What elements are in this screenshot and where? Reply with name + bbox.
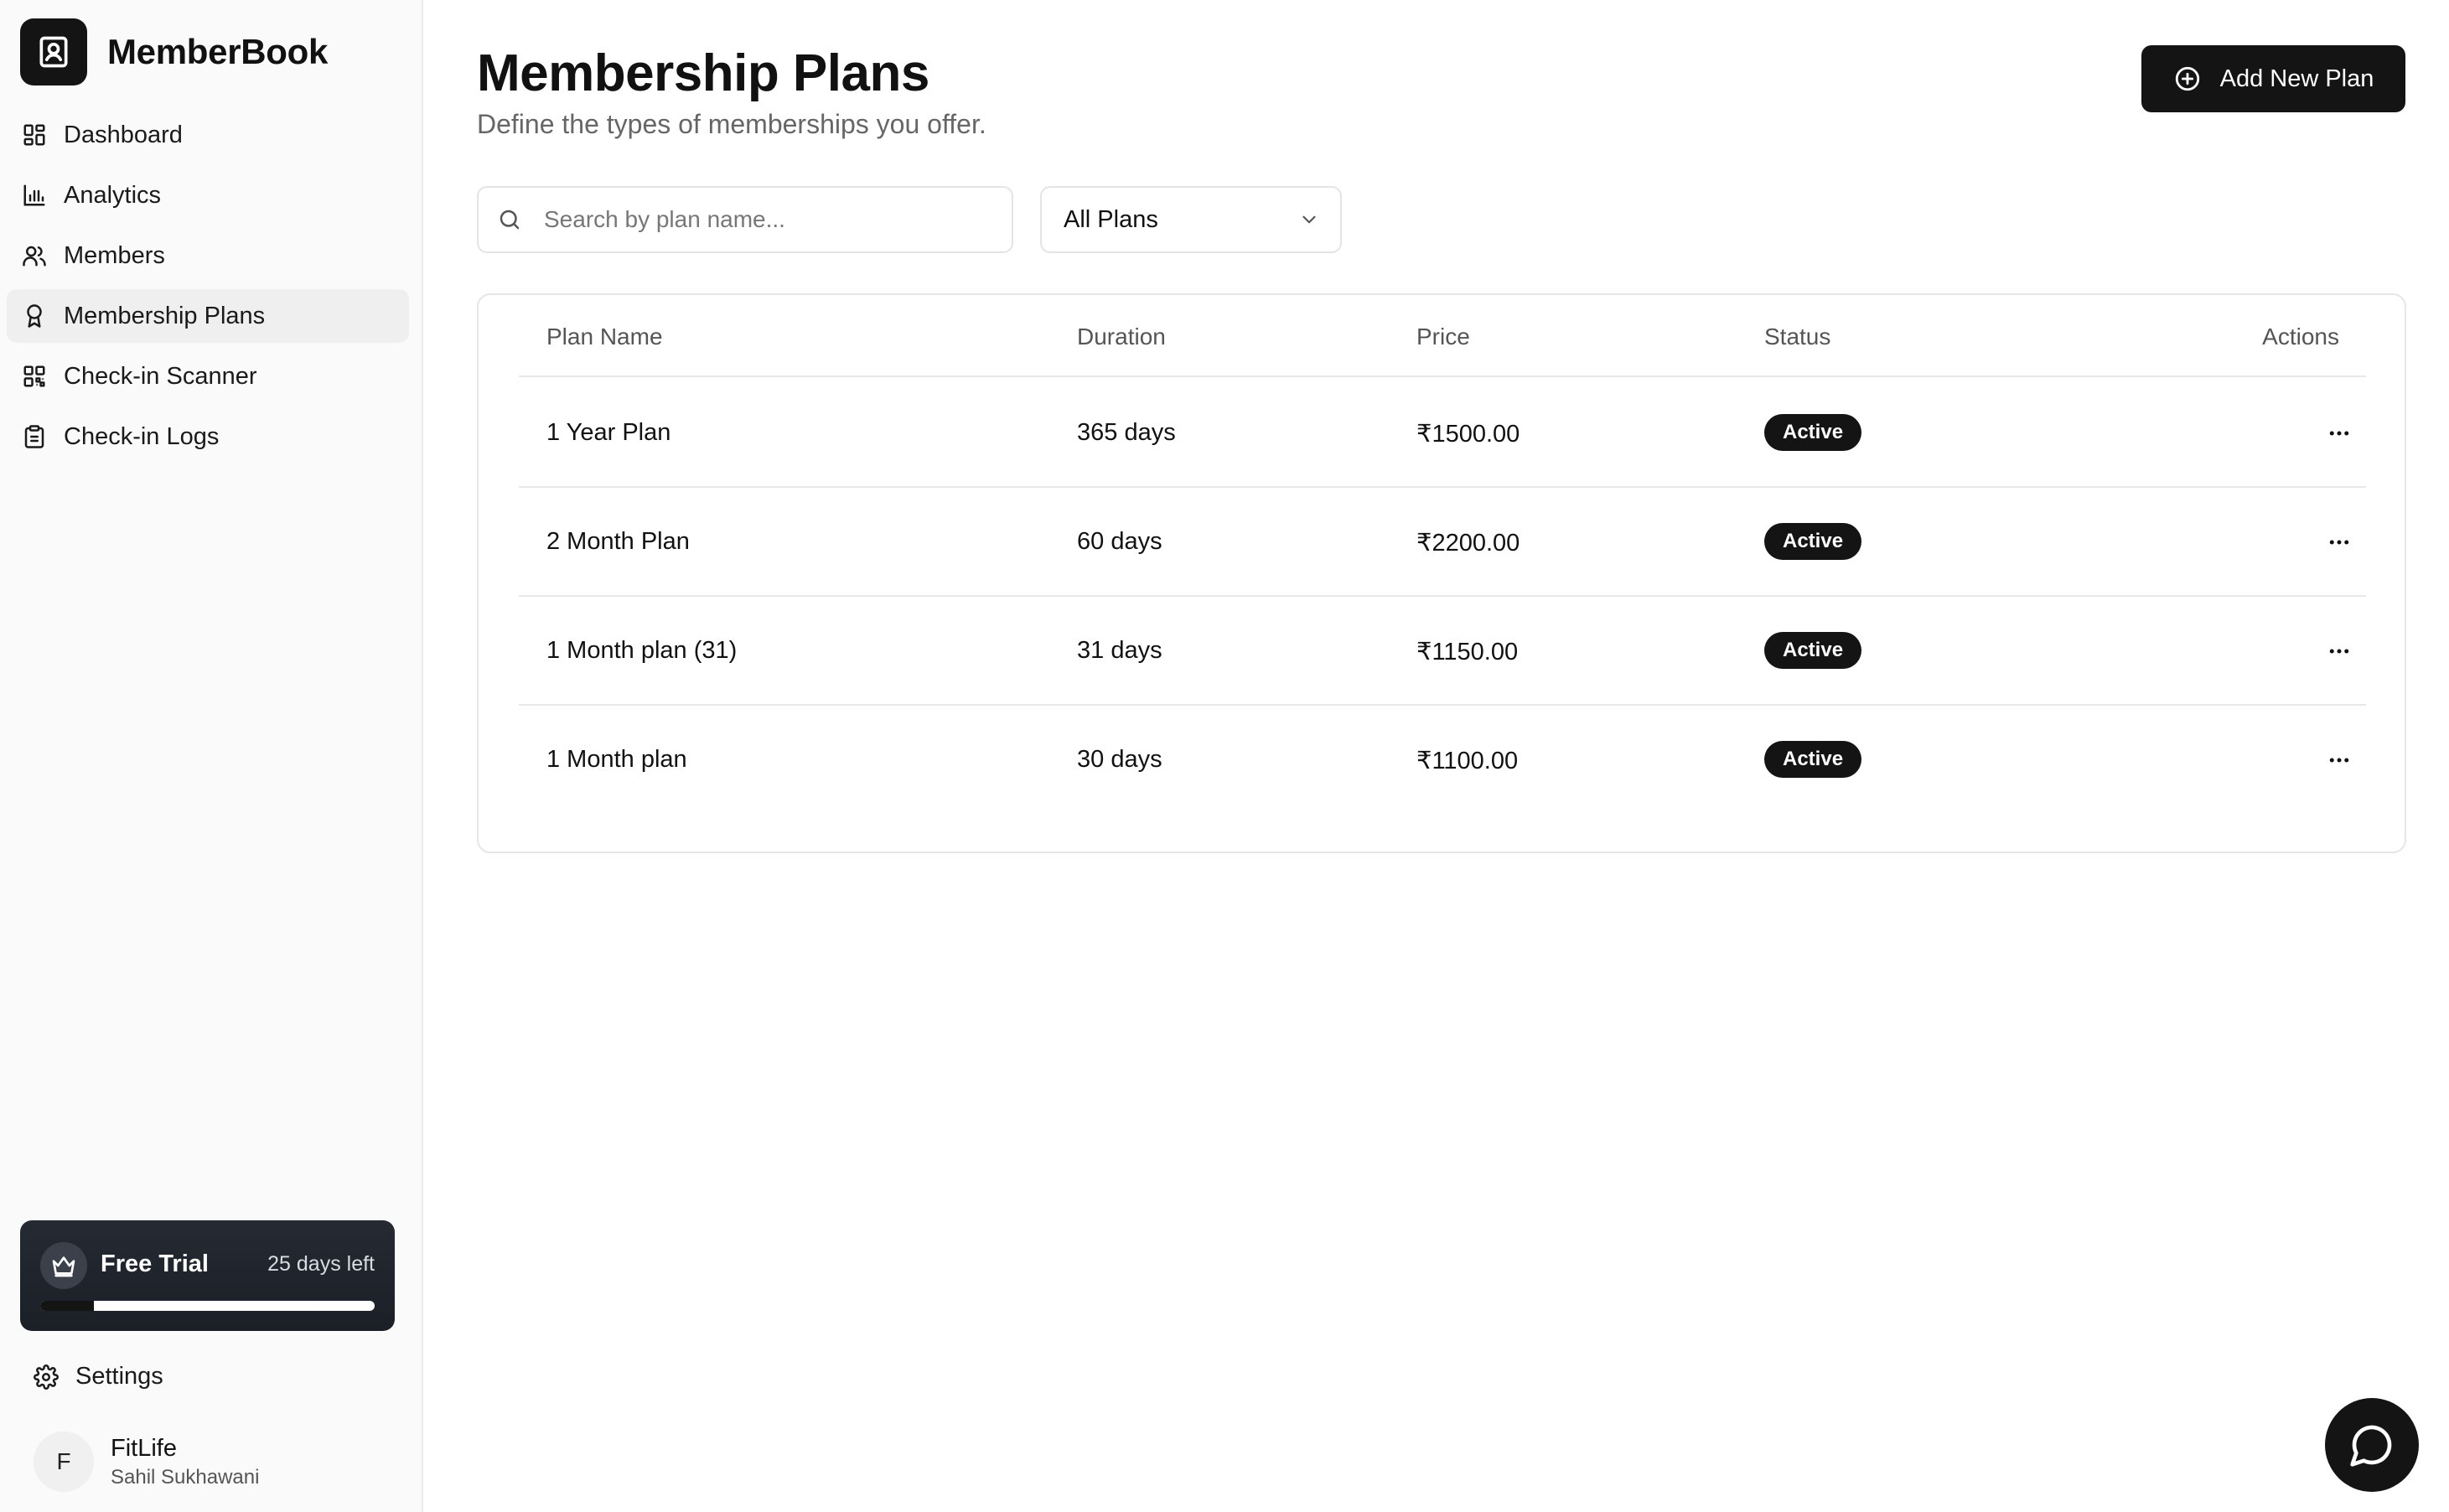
user-subtitle: Sahil Sukhawani bbox=[111, 1465, 260, 1489]
status-badge: Active bbox=[1764, 741, 1861, 778]
user-profile[interactable] bbox=[34, 1432, 259, 1492]
plan-name: 1 Month plan (31) bbox=[546, 637, 738, 664]
more-horizontal-icon bbox=[2327, 530, 2352, 555]
sidebar-item-analytics[interactable] bbox=[7, 168, 409, 222]
trial-days-left: 25 days left bbox=[267, 1252, 375, 1276]
column-header-status: Status bbox=[1764, 324, 1831, 350]
sidebar bbox=[0, 0, 423, 1512]
column-header-duration: Duration bbox=[1077, 324, 1166, 350]
sidebar-item-dashboard[interactable] bbox=[7, 108, 409, 162]
brand-name: MemberBook bbox=[107, 32, 329, 71]
sidebar-item-label: Analytics bbox=[64, 181, 162, 209]
page-title: Membership Plans bbox=[477, 44, 929, 102]
plan-duration: 60 days bbox=[1077, 528, 1162, 555]
status-badge: Active bbox=[1764, 632, 1861, 669]
chat-bubble-icon bbox=[2348, 1421, 2395, 1468]
dashboard-icon bbox=[22, 122, 47, 148]
add-new-plan-label: Add New Plan bbox=[2219, 65, 2374, 92]
row-actions-button[interactable] bbox=[2321, 742, 2358, 779]
qr-code-icon bbox=[22, 364, 47, 389]
crown-icon bbox=[40, 1242, 87, 1289]
plan-duration: 365 days bbox=[1077, 419, 1176, 446]
sidebar-item-check-in-logs[interactable] bbox=[7, 410, 409, 463]
free-trial-card[interactable] bbox=[20, 1220, 395, 1331]
search-input[interactable] bbox=[544, 206, 997, 233]
row-actions-button[interactable] bbox=[2321, 633, 2358, 670]
users-icon bbox=[22, 243, 47, 268]
plan-name: 1 Month plan bbox=[546, 746, 687, 773]
plan-price: ₹1500.00 bbox=[1416, 421, 1520, 448]
sidebar-item-label: Check-in Scanner bbox=[64, 362, 257, 390]
user-name: FitLife bbox=[111, 1434, 177, 1462]
plan-price: ₹1100.00 bbox=[1416, 748, 1519, 774]
table-row[interactable] bbox=[519, 379, 2366, 488]
sidebar-item-label: Members bbox=[64, 241, 165, 269]
plan-price: ₹2200.00 bbox=[1416, 530, 1520, 557]
settings-label: Settings bbox=[75, 1363, 163, 1390]
page-subtitle: Define the types of memberships you offer. bbox=[477, 109, 986, 139]
trial-title: Free Trial bbox=[101, 1251, 209, 1277]
avatar: F bbox=[34, 1432, 94, 1492]
sidebar-nav bbox=[7, 108, 409, 470]
add-new-plan-button[interactable] bbox=[2141, 45, 2405, 112]
bar-chart-icon bbox=[22, 183, 47, 208]
column-header-actions: Actions bbox=[2262, 324, 2339, 350]
status-badge: Active bbox=[1764, 523, 1861, 560]
column-header-plan-name: Plan Name bbox=[546, 324, 663, 350]
chevron-down-icon bbox=[1298, 209, 1320, 230]
plans-table bbox=[477, 293, 2406, 853]
plan-price: ₹1150.00 bbox=[1416, 639, 1519, 665]
more-horizontal-icon bbox=[2327, 639, 2352, 664]
status-badge: Active bbox=[1764, 414, 1861, 451]
column-header-price: Price bbox=[1416, 324, 1470, 350]
more-horizontal-icon bbox=[2327, 748, 2352, 773]
plan-filter-value: All Plans bbox=[1064, 205, 1158, 233]
settings-link[interactable] bbox=[34, 1363, 163, 1390]
sidebar-item-label: Dashboard bbox=[64, 121, 183, 148]
table-header bbox=[519, 295, 2366, 377]
plan-name: 1 Year Plan bbox=[546, 419, 671, 446]
trial-progress-bar bbox=[40, 1301, 375, 1311]
table-row[interactable] bbox=[519, 706, 2366, 815]
row-actions-button[interactable] bbox=[2321, 524, 2358, 561]
trial-progress-fill bbox=[40, 1301, 94, 1311]
row-actions-button[interactable] bbox=[2321, 415, 2358, 452]
plan-duration: 30 days bbox=[1077, 746, 1162, 773]
sidebar-item-check-in-scanner[interactable] bbox=[7, 350, 409, 403]
search-box[interactable] bbox=[477, 186, 1013, 253]
search-icon bbox=[497, 207, 522, 232]
award-icon bbox=[22, 303, 47, 329]
sidebar-item-membership-plans[interactable] bbox=[7, 289, 409, 343]
table-row[interactable] bbox=[519, 488, 2366, 597]
plan-filter-select[interactable] bbox=[1040, 186, 1342, 253]
member-card-icon bbox=[20, 18, 87, 85]
sidebar-item-label: Check-in Logs bbox=[64, 422, 220, 450]
gear-icon bbox=[34, 1364, 59, 1390]
brand[interactable] bbox=[20, 18, 328, 85]
plus-circle-icon bbox=[2173, 65, 2202, 93]
plan-duration: 31 days bbox=[1077, 637, 1162, 664]
table-row[interactable] bbox=[519, 597, 2366, 706]
sidebar-item-members[interactable] bbox=[7, 229, 409, 282]
sidebar-item-label: Membership Plans bbox=[64, 302, 266, 329]
more-horizontal-icon bbox=[2327, 421, 2352, 446]
plan-name: 2 Month Plan bbox=[546, 528, 690, 555]
user-info bbox=[111, 1435, 259, 1489]
clipboard-icon bbox=[22, 424, 47, 449]
chat-button[interactable] bbox=[2325, 1398, 2419, 1492]
